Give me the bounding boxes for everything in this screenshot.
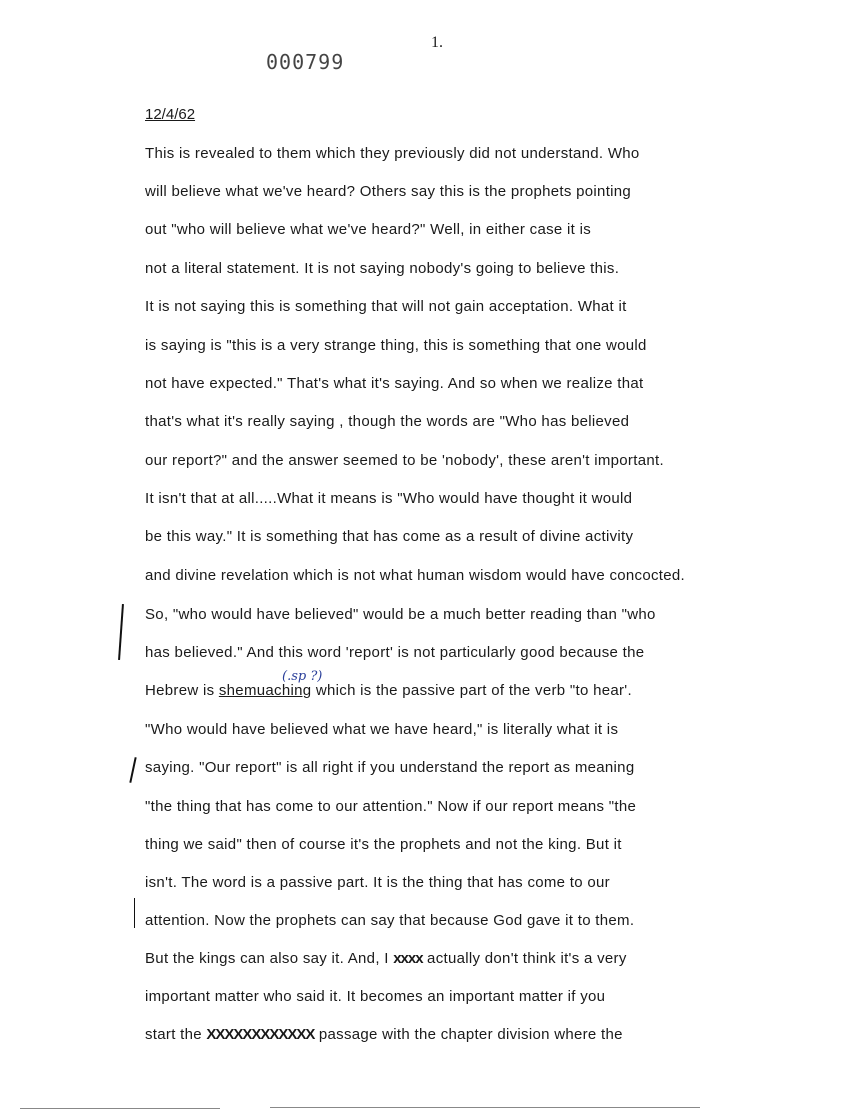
text-line: isn't. The word is a passive part. It is the thing that has come to our [145,874,610,891]
text-line [145,950,627,967]
text-line: It is not saying this is something that will not gain acceptation. What it [145,298,627,315]
text-line: This is revealed to them which they previously did not understand. Who [145,145,640,162]
struck-text: XXXXXXXXXXXX [206,1026,315,1043]
text-line: So, "who would have believed" would be a much better reading than "who [145,606,656,623]
struck-text: xxxx [393,950,423,967]
date-heading: 12/4/62 [145,106,196,123]
text-line: thing we said" then of course it's the prophets and not the king. But it [145,836,622,853]
text-line: be this way." It is something that has come as a result of divine activity [145,528,634,545]
text-line [145,682,632,699]
text-line: that's what it's really saying , though the words are "Who has believed [145,413,630,430]
margin-mark [129,757,136,783]
text-line: important matter who said it. It becomes an important matter if you [145,988,606,1005]
margin-mark [134,898,135,928]
text-line: not a literal statement. It is not saying nobody's going to believe this. [145,260,620,277]
text-line: It isn't that at all.....What it means is "Who would have thought it would [145,490,633,507]
text-line: saying. "Our report" is all right if you understand the report as meaning [145,759,635,776]
text-segment: Hebrew is [145,682,219,699]
scan-rule [270,1107,700,1108]
hebrew-word: shemuaching [218,682,312,699]
text-segment: But the kings can also say it. And, I [145,950,394,967]
text-line: out "who will believe what we've heard?" Well, in either case it is [145,221,592,238]
text-line: attention. Now the prophets can say that because God gave it to them. [145,912,635,929]
text-segment: which is the passive part of the verb "to hear'. [311,682,632,699]
handwritten-annotation: (.sp ?) [282,669,323,684]
text-line: not have expected." That's what it's saying. And so when we realize that [145,375,644,392]
text-segment: passage with the chapter division where the [314,1026,623,1043]
text-segment: start the [145,1026,207,1043]
document-number: 000799 [266,50,345,74]
text-line [145,1026,623,1043]
text-line: is saying is "this is a very strange thing, this is something that one would [145,337,647,354]
text-line: will believe what we've heard? Others say this is the prophets pointing [145,183,632,200]
text-line: has believed." And this word 'report' is not particularly good because the [145,644,645,661]
text-line: our report?" and the answer seemed to be 'nobody', these aren't important. [145,452,664,469]
text-line: and divine revelation which is not what human wisdom would have concocted. [145,567,685,584]
text-line: "Who would have believed what we have heard," is literally what it is [145,721,619,738]
text-segment: actually don't think it's a very [422,950,627,967]
margin-mark [118,604,124,660]
text-line: "the thing that has come to our attention." Now if our report means "the [145,798,637,815]
page-number: 1. [431,34,443,51]
scan-rule [20,1108,220,1109]
